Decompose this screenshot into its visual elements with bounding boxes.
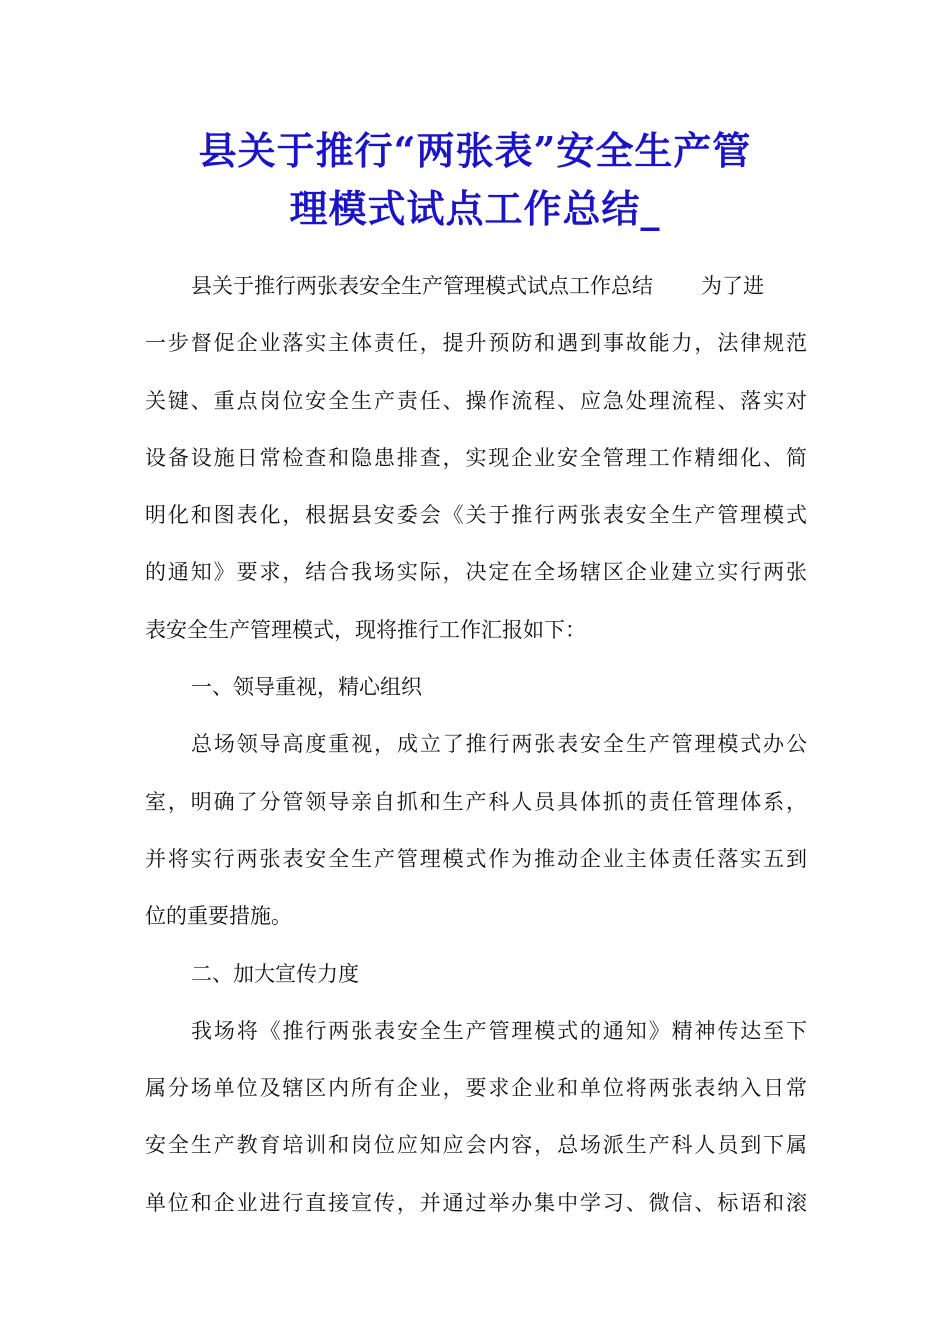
paragraph-line: 室，明确了分管领导亲自抓和生产科人员具体抓的责任管理体系， bbox=[145, 789, 807, 814]
paragraph-line: 属分场单位及辖区内所有企业，要求企业和单位将两张表纳入日常 bbox=[145, 1076, 807, 1101]
intro-line bbox=[145, 258, 807, 315]
document-body bbox=[145, 258, 807, 1232]
title-line-2: 理模式试点工作总结_ bbox=[289, 186, 661, 231]
paragraph-line: 明化和图表化，根据县安委会《关于推行两张表安全生产管理模式 bbox=[145, 503, 807, 528]
paragraph-line: 位的重要措施。 bbox=[145, 904, 292, 929]
paragraph-line: 关键、重点岗位安全生产责任、操作流程、应急处理流程、落实对 bbox=[145, 388, 807, 413]
title-line-1: 县关于推行“两张表”安全生产管 bbox=[198, 128, 752, 173]
paragraph-line: 总场领导高度重视，成立了推行两张表安全生产管理模式办公 bbox=[191, 732, 807, 757]
paragraph-line: 并将实行两张表安全生产管理模式作为推动企业主体责任落实五到 bbox=[145, 846, 807, 871]
paragraph-line: 设备设施日常检查和隐患排查，实现企业安全管理工作精细化、简 bbox=[145, 445, 807, 470]
intro-tail: 为了进 bbox=[701, 274, 764, 298]
section-heading-2: 二、加大宣传力度 bbox=[191, 961, 359, 986]
intro-heading: 县关于推行两张表安全生产管理模式试点工作总结 bbox=[191, 274, 653, 298]
paragraph-line: 表安全生产管理模式，现将推行工作汇报如下： bbox=[145, 617, 586, 642]
section-heading-1: 一、领导重视，精心组织 bbox=[191, 675, 422, 700]
paragraph-line: 我场将《推行两张表安全生产管理模式的通知》精神传达至下 bbox=[191, 1018, 807, 1043]
paragraph-line: 一步督促企业落实主体责任，提升预防和遇到事故能力，法律规范 bbox=[145, 331, 807, 356]
document-title bbox=[140, 122, 810, 238]
paragraph-line: 单位和企业进行直接宣传，并通过举办集中学习、微信、标语和滚 bbox=[145, 1190, 807, 1215]
paragraph-line: 的通知》要求，结合我场实际，决定在全场辖区企业建立实行两张 bbox=[145, 560, 807, 585]
paragraph-line: 安全生产教育培训和岗位应知应会内容，总场派生产科人员到下属 bbox=[145, 1133, 807, 1158]
